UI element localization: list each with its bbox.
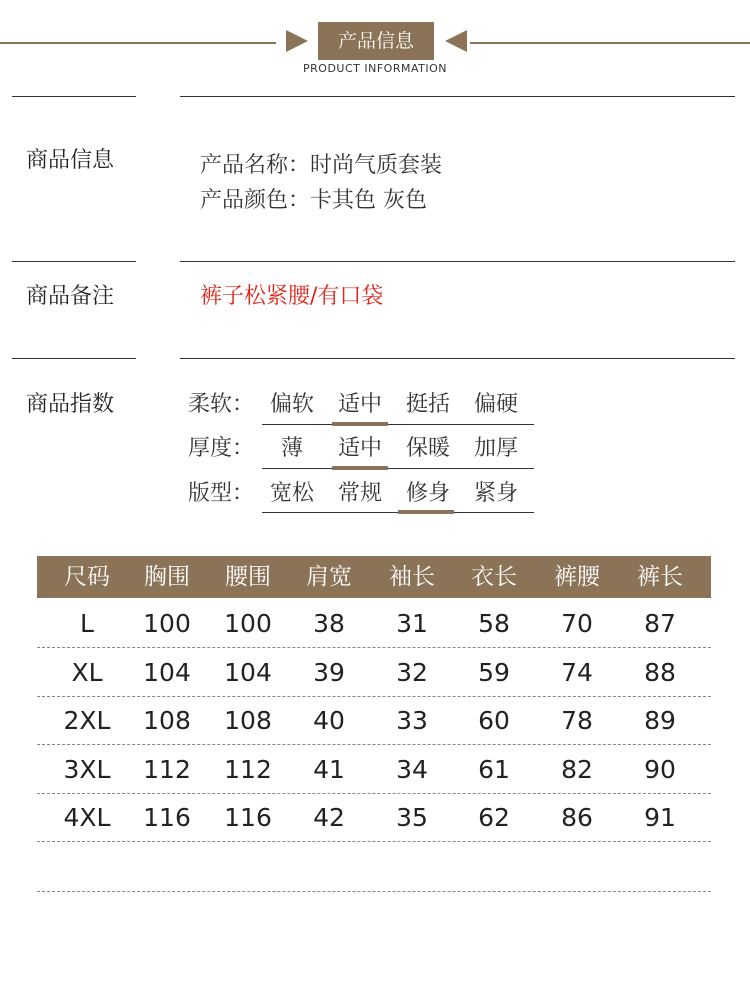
header-subtitle: PRODUCT INFORMATION <box>303 62 447 75</box>
size-table-cell: 87 <box>644 609 676 638</box>
size-table-cell: 116 <box>224 803 272 832</box>
size-table-cell: 100 <box>143 609 191 638</box>
index-row-rule <box>262 468 534 469</box>
index-option: 偏软 <box>269 392 314 417</box>
product-name-line: 产品名称：时尚气质套装 <box>200 153 443 178</box>
size-table-row-rule <box>37 793 711 794</box>
table-bottom-rule <box>37 891 711 892</box>
size-table-cell: 61 <box>478 755 510 784</box>
size-table-cell: 78 <box>561 706 593 735</box>
size-table-cell: 33 <box>396 706 428 735</box>
size-table-row-rule <box>37 647 711 648</box>
size-table-cell: 89 <box>644 706 676 735</box>
index-option: 加厚 <box>473 436 518 461</box>
size-table-cell: 112 <box>143 755 191 784</box>
header-arrow-right-icon <box>445 30 467 52</box>
size-table-header-cell: 肩宽 <box>306 564 352 590</box>
divider <box>180 96 735 97</box>
size-table-header-cell: 胸围 <box>144 564 190 590</box>
index-selected-marker <box>398 510 454 514</box>
index-option-selected: 适中 <box>337 436 382 461</box>
size-table-cell: 74 <box>561 658 593 687</box>
index-option: 挺括 <box>405 392 450 417</box>
size-table-header-cell: 衣长 <box>471 564 517 590</box>
divider <box>12 96 136 97</box>
size-table-cell: 100 <box>224 609 272 638</box>
size-table-cell: 104 <box>143 658 191 687</box>
index-row-name: 柔软： <box>188 392 255 417</box>
index-selected-marker <box>332 466 388 470</box>
size-table-header-cell: 裤长 <box>637 564 683 590</box>
product-color-line: 产品颜色：卡其色 灰色 <box>200 188 427 213</box>
size-table-cell: 60 <box>478 706 510 735</box>
size-table-cell: 32 <box>396 658 428 687</box>
index-option: 宽松 <box>269 481 314 506</box>
size-table-cell: 58 <box>478 609 510 638</box>
divider <box>180 261 735 262</box>
size-table-size-cell: 2XL <box>63 706 111 735</box>
header-rule-right <box>470 42 750 44</box>
size-table-cell: 70 <box>561 609 593 638</box>
size-table-cell: 88 <box>644 658 676 687</box>
index-option: 薄 <box>280 436 303 461</box>
size-table-cell: 38 <box>313 609 345 638</box>
index-option: 偏硬 <box>473 392 518 417</box>
index-row-rule <box>262 424 534 425</box>
remark-label: 商品备注 <box>26 284 115 309</box>
index-row-name: 版型： <box>188 481 255 506</box>
size-table-cell: 90 <box>644 755 676 784</box>
index-option-selected: 适中 <box>337 392 382 417</box>
index-option: 常规 <box>337 481 382 506</box>
index-row-name: 厚度： <box>188 436 255 461</box>
size-table-cell: 91 <box>644 803 676 832</box>
size-table-cell: 35 <box>396 803 428 832</box>
header-arrow-left-icon <box>286 30 308 52</box>
size-table-row-rule <box>37 696 711 697</box>
size-table-cell: 31 <box>396 609 428 638</box>
index-option: 紧身 <box>473 481 518 506</box>
size-table-cell: 42 <box>313 803 345 832</box>
size-table-cell: 40 <box>313 706 345 735</box>
size-table-row-rule <box>37 744 711 745</box>
size-table-cell: 116 <box>143 803 191 832</box>
divider <box>180 358 735 359</box>
size-table-header-cell: 袖长 <box>389 564 435 590</box>
size-table-header <box>37 556 711 598</box>
size-table-header-cell: 裤腰 <box>554 564 600 590</box>
size-table-size-cell: 3XL <box>63 755 111 784</box>
product-info-label: 商品信息 <box>26 148 115 173</box>
index-option-selected: 修身 <box>405 481 450 506</box>
size-table-cell: 59 <box>478 658 510 687</box>
divider <box>12 358 136 359</box>
size-table-cell: 34 <box>396 755 428 784</box>
divider <box>12 261 136 262</box>
size-table-cell: 112 <box>224 755 272 784</box>
index-selected-marker <box>332 422 388 426</box>
header-rule-left <box>0 42 276 44</box>
size-table-size-cell: L <box>80 609 94 638</box>
header-title: 产品信息 <box>318 22 434 60</box>
size-table-cell: 108 <box>143 706 191 735</box>
size-table-cell: 62 <box>478 803 510 832</box>
remark-text: 裤子松紧腰/有口袋 <box>200 284 384 309</box>
size-table-size-cell: XL <box>71 658 103 687</box>
index-option: 保暖 <box>405 436 450 461</box>
size-table-cell: 108 <box>224 706 272 735</box>
size-table-row-rule <box>37 841 711 842</box>
index-label: 商品指数 <box>26 392 115 417</box>
size-table-cell: 82 <box>561 755 593 784</box>
size-table-cell: 86 <box>561 803 593 832</box>
size-table-cell: 104 <box>224 658 272 687</box>
size-table-cell: 41 <box>313 755 345 784</box>
size-table-header-cell: 腰围 <box>225 564 271 590</box>
size-table-cell: 39 <box>313 658 345 687</box>
size-table-size-cell: 4XL <box>63 803 111 832</box>
size-table-header-cell: 尺码 <box>64 564 110 590</box>
